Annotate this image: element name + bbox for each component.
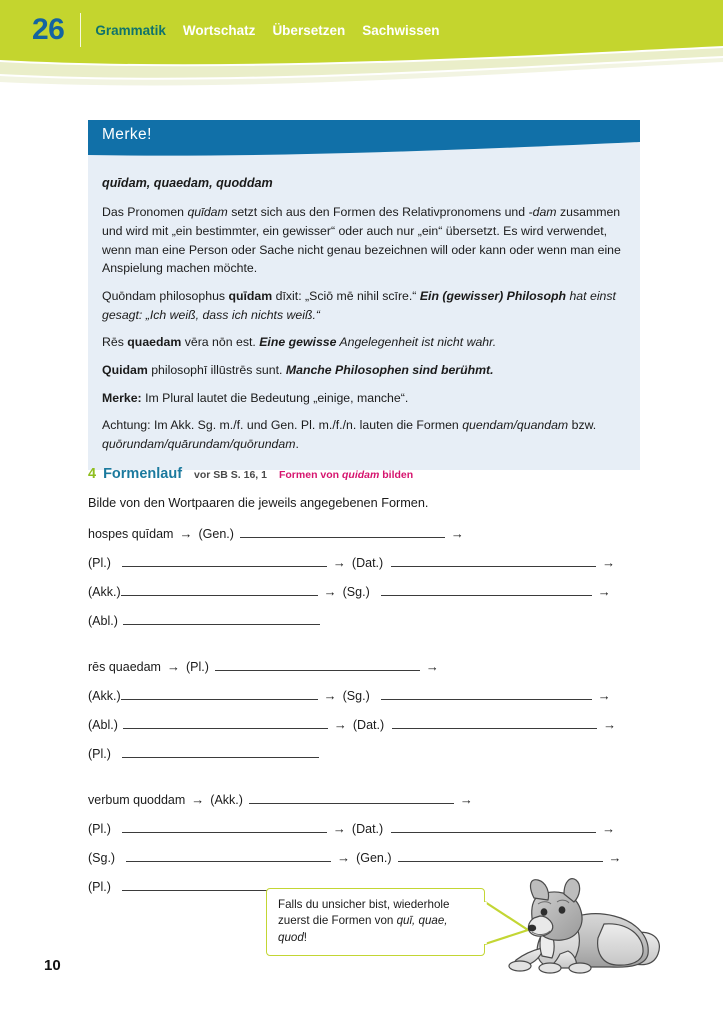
text-run: quidam xyxy=(342,469,380,481)
merke-paragraph-note-plural xyxy=(102,389,624,408)
form-row xyxy=(88,657,648,686)
text-run: vēra nōn est. xyxy=(181,335,260,350)
answer-blank[interactable] xyxy=(249,790,454,804)
text-run: quendam/quandam xyxy=(462,418,569,433)
answer-blank[interactable] xyxy=(123,715,328,729)
exercise-number: 4 xyxy=(88,466,97,482)
nav-item-wortschatz[interactable]: Wortschatz xyxy=(182,22,256,38)
tip-bubble xyxy=(266,888,485,956)
page-header xyxy=(0,0,723,100)
text-run: hat einst gesagt: „Ich weiß, dass ich nichts weiß.“ xyxy=(102,288,616,322)
group-res-quaedam xyxy=(88,657,648,773)
answer-blank[interactable] xyxy=(391,819,596,833)
form-row xyxy=(88,553,648,582)
merke-title: Merke! xyxy=(102,126,152,143)
answer-blank[interactable] xyxy=(121,686,318,700)
text-run: quōrundam/quārundam/quōrundam xyxy=(102,437,296,452)
text-run: Merke: xyxy=(102,390,142,405)
form-row xyxy=(88,582,648,611)
form-label: (Pl.) xyxy=(88,747,111,761)
text-run: Im Plural lautet die Bedeutung „einige, manche“. xyxy=(141,390,409,405)
exercise-topic-tag xyxy=(279,469,413,481)
answer-blank[interactable] xyxy=(123,611,320,625)
arrow-icon: → xyxy=(179,526,193,541)
merke-paragraph-example-1 xyxy=(102,287,624,324)
arrow-icon: → xyxy=(602,821,616,836)
text-run: bilden xyxy=(379,469,414,481)
form-label: (Pl.) xyxy=(88,822,111,836)
form-row xyxy=(88,611,648,640)
text-run: quīdam xyxy=(187,205,228,220)
form-row xyxy=(88,686,648,715)
merke-box xyxy=(88,120,640,470)
text-run: Manche Philosophen sind berühmt. xyxy=(285,362,494,377)
form-row xyxy=(88,524,648,553)
form-label: (Gen.) xyxy=(356,851,392,865)
answer-blank[interactable] xyxy=(122,553,327,567)
text-run: zusammen und wird mit „ein bestimmter, ein gewisser“ oder auch nur „ein“ übersetzt. Es wird verwendet, wenn man eine Person oder Sache nicht genau bezeichnen will oder kann oder wenn man eine Anspielung machen möchte. xyxy=(102,205,621,276)
merke-header-wave-shape xyxy=(88,120,640,160)
text-run: -dam xyxy=(528,205,557,220)
form-label: (Akk.) xyxy=(88,689,121,703)
form-label: hospes quīdam xyxy=(88,527,174,541)
text-run: Das Pronomen xyxy=(102,205,188,220)
form-label: (Abl.) xyxy=(88,718,118,732)
form-label: verbum quoddam xyxy=(88,793,186,807)
form-label: (Abl.) xyxy=(88,614,118,628)
exercise-reference: vor SB S. 16, 1 xyxy=(194,469,267,481)
form-label: (Sg.) xyxy=(88,851,116,865)
arrow-icon: → xyxy=(459,792,473,807)
arrow-icon: → xyxy=(166,659,180,674)
text-run: Ein (gewisser) Philosoph xyxy=(419,288,567,303)
form-label: (Pl.) xyxy=(185,660,209,674)
nav-item-uebersetzen[interactable]: Übersetzen xyxy=(272,22,346,38)
arrow-icon: → xyxy=(597,584,611,599)
form-label: (Akk.) xyxy=(210,793,243,807)
arrow-icon: → xyxy=(597,688,611,703)
arrow-icon: → xyxy=(323,688,337,703)
answer-blank[interactable] xyxy=(381,686,592,700)
arrow-icon: → xyxy=(333,717,347,732)
form-label: (Pl.) xyxy=(88,880,111,894)
text-run: Angelegenheit ist nicht wahr. xyxy=(336,335,497,350)
arrow-icon: → xyxy=(603,717,617,732)
text-run: Rēs xyxy=(102,335,128,350)
form-row xyxy=(88,744,648,773)
arrow-icon: → xyxy=(608,850,622,865)
arrow-icon: → xyxy=(323,584,337,599)
exercise-groups xyxy=(88,524,648,906)
text-run: quaedam xyxy=(127,335,182,350)
group-hospes-quidam xyxy=(88,524,648,640)
form-label: (Sg.) xyxy=(342,689,370,703)
text-run: dīxit: „Sciō mē nihil scīre.“ xyxy=(272,288,420,303)
form-row xyxy=(88,819,648,848)
answer-blank[interactable] xyxy=(398,848,603,862)
merke-lemma: quīdam, quaedam, quoddam xyxy=(102,176,273,190)
text-run: bzw. xyxy=(568,418,597,433)
form-label: (Gen.) xyxy=(198,527,234,541)
text-run: Formen von xyxy=(278,469,342,481)
arrow-icon: → xyxy=(450,526,464,541)
exercise-title: Formenlauf xyxy=(103,466,183,482)
form-label: rēs quaedam xyxy=(88,660,161,674)
answer-blank[interactable] xyxy=(392,715,597,729)
header-nav xyxy=(95,23,439,38)
text-run: Quōndam philosophus xyxy=(102,288,229,303)
merke-paragraph-definition xyxy=(102,203,624,278)
chapter-number: 26 xyxy=(32,13,65,46)
header-divider xyxy=(80,13,81,47)
exercise-instruction: Bilde von den Wortpaaren die jeweils angegebenen Formen. xyxy=(88,496,429,510)
text-run: . xyxy=(295,437,299,452)
exercise-heading xyxy=(88,466,413,482)
text-run: quī, quae, quod xyxy=(278,914,448,944)
merke-paragraph-list xyxy=(102,203,624,454)
text-run: setzt sich aus den Formen des Relativpronomens und xyxy=(227,205,529,220)
text-run: quīdam xyxy=(228,288,273,303)
answer-blank[interactable] xyxy=(240,524,445,538)
form-row xyxy=(88,715,648,744)
answer-blank[interactable] xyxy=(121,582,318,596)
form-label: (Sg.) xyxy=(342,585,370,599)
text-run: Eine gewisse xyxy=(259,335,337,350)
form-label: (Pl.) xyxy=(88,556,111,570)
nav-item-sachwissen[interactable]: Sachwissen xyxy=(362,22,440,38)
wolf-dog-illustration xyxy=(498,872,668,978)
form-label: (Dat.) xyxy=(351,556,384,570)
form-label: (Dat.) xyxy=(352,718,385,732)
merke-paragraph-example-2 xyxy=(102,333,624,352)
form-label: (Dat.) xyxy=(351,822,384,836)
nav-item-grammatik[interactable]: Grammatik xyxy=(95,22,166,38)
merke-body xyxy=(88,160,640,470)
merke-paragraph-example-3 xyxy=(102,361,624,380)
text-run: Achtung: Im Akk. Sg. m./f. und Gen. Pl. m./f./n. lauten die Formen xyxy=(102,418,463,433)
tip-bubble-text xyxy=(278,898,449,944)
form-row xyxy=(88,790,648,819)
answer-blank[interactable] xyxy=(122,744,319,758)
page-number: 10 xyxy=(44,957,61,974)
merke-box-header xyxy=(88,120,640,160)
answer-blank[interactable] xyxy=(215,657,420,671)
form-label: (Akk.) xyxy=(88,585,121,599)
text-run: Quidam xyxy=(102,362,148,377)
arrow-icon: → xyxy=(425,659,439,674)
answer-blank[interactable] xyxy=(122,819,327,833)
text-run: ! xyxy=(303,930,308,944)
merke-paragraph-note-attention xyxy=(102,416,624,453)
arrow-icon: → xyxy=(191,792,205,807)
text-run: Falls du unsicher bist, wiederhole zuerst die Formen von xyxy=(278,898,450,928)
arrow-icon: → xyxy=(602,555,616,570)
answer-blank[interactable] xyxy=(391,553,596,567)
arrow-icon: → xyxy=(332,555,346,570)
answer-blank[interactable] xyxy=(126,848,331,862)
answer-blank[interactable] xyxy=(381,582,592,596)
text-run: philosophī illūstrēs sunt. xyxy=(147,362,286,377)
arrow-icon: → xyxy=(337,850,351,865)
arrow-icon: → xyxy=(332,821,346,836)
